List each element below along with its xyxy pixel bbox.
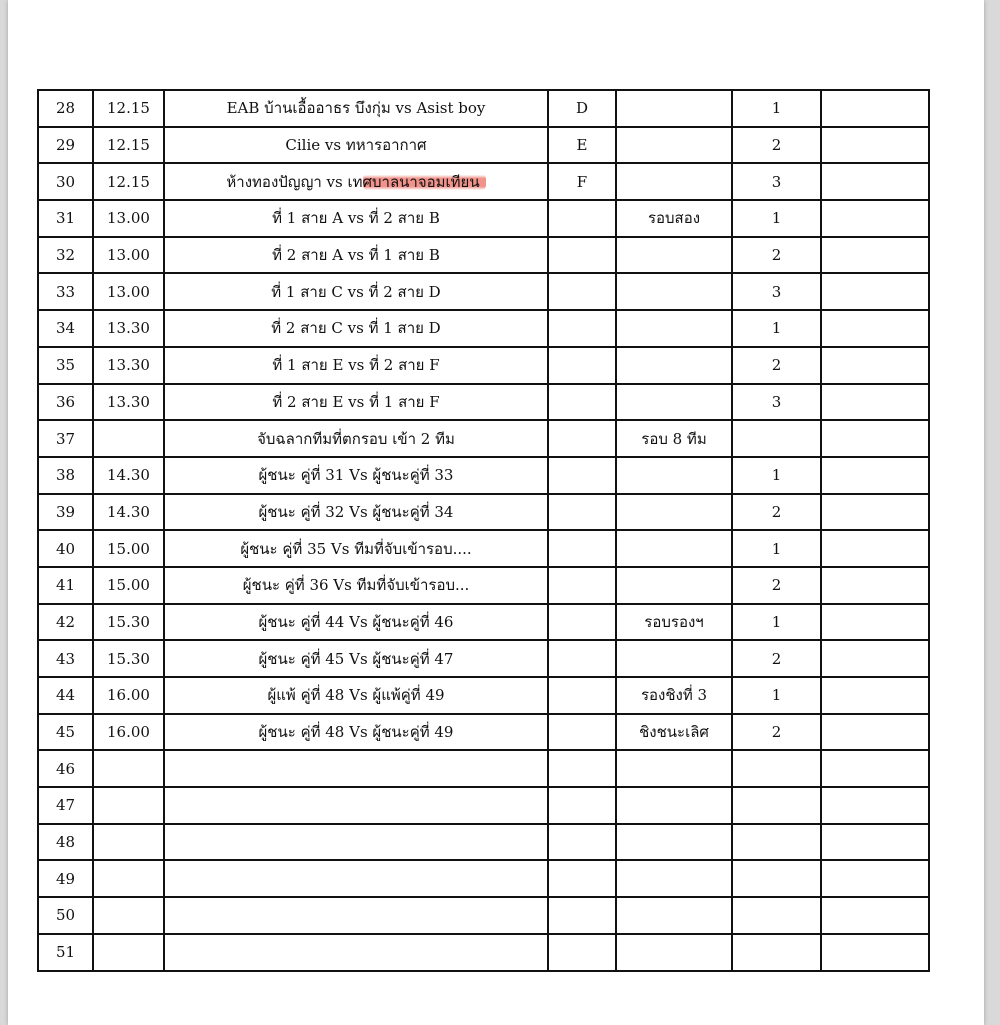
note-cell [821, 420, 929, 457]
note-cell [821, 530, 929, 567]
note-cell [821, 677, 929, 714]
field-cell: 2 [732, 237, 821, 274]
time-cell: 15.00 [93, 530, 164, 567]
match-cell [164, 567, 548, 604]
group-cell [548, 714, 616, 751]
table-row [38, 127, 929, 164]
time-cell: 16.00 [93, 677, 164, 714]
match-text: ผู้ชนะ คู่ที่ 44 Vs ผู้ชนะคู่ที่ 46 [258, 612, 454, 631]
match-number-cell: 29 [38, 127, 93, 164]
time-cell: 13.30 [93, 310, 164, 347]
table-row [38, 163, 929, 200]
match-number-cell: 39 [38, 494, 93, 531]
time-cell: 15.00 [93, 567, 164, 604]
field-cell [732, 934, 821, 971]
time-cell: 15.30 [93, 640, 164, 677]
field-cell: 1 [732, 90, 821, 127]
group-cell [548, 677, 616, 714]
note-cell [821, 90, 929, 127]
match-text: ผู้ชนะ คู่ที่ 48 Vs ผู้ชนะคู่ที่ 49 [258, 723, 454, 742]
table-row [38, 677, 929, 714]
field-cell: 2 [732, 347, 821, 384]
group-cell [548, 787, 616, 824]
group-cell [548, 897, 616, 934]
match-number-cell: 46 [38, 750, 93, 787]
note-cell [821, 640, 929, 677]
time-cell: 12.15 [93, 127, 164, 164]
match-schedule-table [37, 89, 930, 972]
match-text: ผู้ชนะ คู่ที่ 35 Vs ทีมที่จับเข้ารอบ.... [240, 539, 472, 558]
match-text: ผู้แพ้ คู่ที่ 48 Vs ผู้แพ้คู่ที่ 49 [267, 686, 445, 705]
match-cell [164, 163, 548, 200]
match-number-cell: 45 [38, 714, 93, 751]
field-cell: 3 [732, 163, 821, 200]
round-cell [616, 750, 732, 787]
round-cell [616, 90, 732, 127]
round-cell: รอบ 8 ทีม [616, 420, 732, 457]
note-cell [821, 787, 929, 824]
time-cell: 13.00 [93, 200, 164, 237]
match-number-cell: 31 [38, 200, 93, 237]
schedule-body [38, 90, 929, 971]
round-cell: รองชิงที่ 3 [616, 677, 732, 714]
note-cell [821, 860, 929, 897]
note-cell [821, 457, 929, 494]
table-row [38, 273, 929, 310]
table-row [38, 750, 929, 787]
match-cell [164, 127, 548, 164]
match-text: Cilie vs ทหารอากาศ [285, 136, 427, 155]
table-row [38, 90, 929, 127]
time-cell [93, 934, 164, 971]
match-cell [164, 310, 548, 347]
field-cell: 2 [732, 494, 821, 531]
round-cell [616, 897, 732, 934]
match-cell [164, 237, 548, 274]
match-cell [164, 897, 548, 934]
table-row [38, 934, 929, 971]
group-cell: E [548, 127, 616, 164]
round-cell [616, 530, 732, 567]
table-row [38, 604, 929, 641]
time-cell: 12.15 [93, 163, 164, 200]
time-cell: 14.30 [93, 494, 164, 531]
group-cell [548, 567, 616, 604]
highlighted-text: ศบาลนาจอมเทียน [363, 173, 486, 191]
round-cell [616, 127, 732, 164]
match-cell [164, 384, 548, 421]
table-row [38, 457, 929, 494]
table-row [38, 824, 929, 861]
match-text: EAB บ้านเอื้ออาธร บึงกุ่ม vs Asist boy [226, 99, 486, 118]
match-number-cell: 38 [38, 457, 93, 494]
match-text: ผู้ชนะ คู่ที่ 31 Vs ผู้ชนะคู่ที่ 33 [258, 466, 454, 485]
match-number-cell: 50 [38, 897, 93, 934]
match-text: ผู้ชนะ คู่ที่ 36 Vs ทีมที่จับเข้ารอบ... [242, 576, 470, 595]
group-cell [548, 420, 616, 457]
table-row [38, 200, 929, 237]
table-row [38, 567, 929, 604]
group-cell [548, 237, 616, 274]
match-text: ที่ 2 สาย A vs ที่ 1 สาย B [272, 246, 440, 265]
match-number-cell: 49 [38, 860, 93, 897]
note-cell [821, 163, 929, 200]
match-number-cell: 34 [38, 310, 93, 347]
group-cell [548, 347, 616, 384]
group-cell [548, 200, 616, 237]
note-cell [821, 273, 929, 310]
match-cell [164, 714, 548, 751]
match-text: ที่ 2 สาย E vs ที่ 1 สาย F [272, 392, 440, 411]
field-cell [732, 897, 821, 934]
match-cell [164, 347, 548, 384]
table-row [38, 530, 929, 567]
table-row [38, 860, 929, 897]
match-number-cell: 28 [38, 90, 93, 127]
group-cell [548, 604, 616, 641]
field-cell: 2 [732, 127, 821, 164]
match-cell [164, 200, 548, 237]
round-cell [616, 163, 732, 200]
match-text: ที่ 1 สาย E vs ที่ 2 สาย F [272, 356, 440, 375]
time-cell [93, 897, 164, 934]
table-row [38, 897, 929, 934]
field-cell: 1 [732, 604, 821, 641]
round-cell [616, 824, 732, 861]
match-text: ที่ 2 สาย C vs ที่ 1 สาย D [271, 319, 441, 338]
round-cell [616, 787, 732, 824]
match-number-cell: 32 [38, 237, 93, 274]
field-cell [732, 860, 821, 897]
note-cell [821, 824, 929, 861]
group-cell [548, 934, 616, 971]
round-cell [616, 384, 732, 421]
group-cell [548, 640, 616, 677]
match-number-cell: 40 [38, 530, 93, 567]
note-cell [821, 384, 929, 421]
table-row [38, 420, 929, 457]
time-cell: 14.30 [93, 457, 164, 494]
time-cell [93, 750, 164, 787]
time-cell: 16.00 [93, 714, 164, 751]
round-cell [616, 273, 732, 310]
match-cell [164, 604, 548, 641]
round-cell [616, 860, 732, 897]
note-cell [821, 494, 929, 531]
round-cell [616, 237, 732, 274]
field-cell: 1 [732, 310, 821, 347]
time-cell: 13.30 [93, 384, 164, 421]
round-cell [616, 640, 732, 677]
match-text: ผู้ชนะ คู่ที่ 45 Vs ผู้ชนะคู่ที่ 47 [258, 649, 454, 668]
field-cell: 3 [732, 384, 821, 421]
match-cell [164, 787, 548, 824]
match-text: ห้างทองปัญญา vs เท [226, 172, 363, 191]
field-cell: 1 [732, 677, 821, 714]
time-cell: 13.30 [93, 347, 164, 384]
field-cell: 3 [732, 273, 821, 310]
group-cell: D [548, 90, 616, 127]
note-cell [821, 567, 929, 604]
note-cell [821, 714, 929, 751]
time-cell [93, 420, 164, 457]
field-cell: 2 [732, 640, 821, 677]
document-page [8, 0, 984, 1025]
table-row [38, 347, 929, 384]
round-cell: รอบสอง [616, 200, 732, 237]
match-number-cell: 41 [38, 567, 93, 604]
note-cell [821, 127, 929, 164]
round-cell [616, 457, 732, 494]
time-cell: 15.30 [93, 604, 164, 641]
match-number-cell: 51 [38, 934, 93, 971]
group-cell [548, 860, 616, 897]
match-cell [164, 934, 548, 971]
round-cell [616, 494, 732, 531]
time-cell [93, 860, 164, 897]
round-cell: รอบรองฯ [616, 604, 732, 641]
time-cell [93, 824, 164, 861]
time-cell: 13.00 [93, 273, 164, 310]
match-number-cell: 30 [38, 163, 93, 200]
match-number-cell: 35 [38, 347, 93, 384]
match-text: จับฉลากทีมที่ตกรอบ เข้า 2 ทีม [257, 429, 455, 448]
match-number-cell: 36 [38, 384, 93, 421]
note-cell [821, 200, 929, 237]
field-cell [732, 824, 821, 861]
field-cell: 1 [732, 200, 821, 237]
group-cell [548, 530, 616, 567]
match-cell [164, 420, 548, 457]
group-cell [548, 384, 616, 421]
table-row [38, 787, 929, 824]
match-cell [164, 824, 548, 861]
group-cell [548, 273, 616, 310]
match-number-cell: 44 [38, 677, 93, 714]
match-number-cell: 47 [38, 787, 93, 824]
match-cell [164, 457, 548, 494]
time-cell: 12.15 [93, 90, 164, 127]
table-row [38, 310, 929, 347]
group-cell [548, 824, 616, 861]
field-cell: 2 [732, 567, 821, 604]
match-number-cell: 48 [38, 824, 93, 861]
match-text: ที่ 1 สาย C vs ที่ 2 สาย D [271, 282, 441, 301]
note-cell [821, 934, 929, 971]
match-cell [164, 530, 548, 567]
group-cell: F [548, 163, 616, 200]
field-cell: 1 [732, 457, 821, 494]
field-cell [732, 420, 821, 457]
table-row [38, 494, 929, 531]
match-number-cell: 43 [38, 640, 93, 677]
note-cell [821, 897, 929, 934]
match-number-cell: 33 [38, 273, 93, 310]
note-cell [821, 310, 929, 347]
match-cell [164, 860, 548, 897]
group-cell [548, 750, 616, 787]
table-row [38, 237, 929, 274]
field-cell: 1 [732, 530, 821, 567]
match-text: ที่ 1 สาย A vs ที่ 2 สาย B [272, 209, 440, 228]
round-cell: ชิงชนะเลิศ [616, 714, 732, 751]
field-cell: 2 [732, 714, 821, 751]
round-cell [616, 347, 732, 384]
match-cell [164, 90, 548, 127]
group-cell [548, 310, 616, 347]
field-cell [732, 787, 821, 824]
match-cell [164, 640, 548, 677]
note-cell [821, 750, 929, 787]
match-number-cell: 37 [38, 420, 93, 457]
match-cell [164, 750, 548, 787]
match-text: ผู้ชนะ คู่ที่ 32 Vs ผู้ชนะคู่ที่ 34 [258, 502, 454, 521]
match-cell [164, 677, 548, 714]
note-cell [821, 237, 929, 274]
table-row [38, 384, 929, 421]
round-cell [616, 310, 732, 347]
table-row [38, 640, 929, 677]
match-number-cell: 42 [38, 604, 93, 641]
table-row [38, 714, 929, 751]
round-cell [616, 934, 732, 971]
time-cell [93, 787, 164, 824]
note-cell [821, 604, 929, 641]
group-cell [548, 457, 616, 494]
field-cell [732, 750, 821, 787]
note-cell [821, 347, 929, 384]
match-cell [164, 494, 548, 531]
match-cell [164, 273, 548, 310]
group-cell [548, 494, 616, 531]
time-cell: 13.00 [93, 237, 164, 274]
round-cell [616, 567, 732, 604]
